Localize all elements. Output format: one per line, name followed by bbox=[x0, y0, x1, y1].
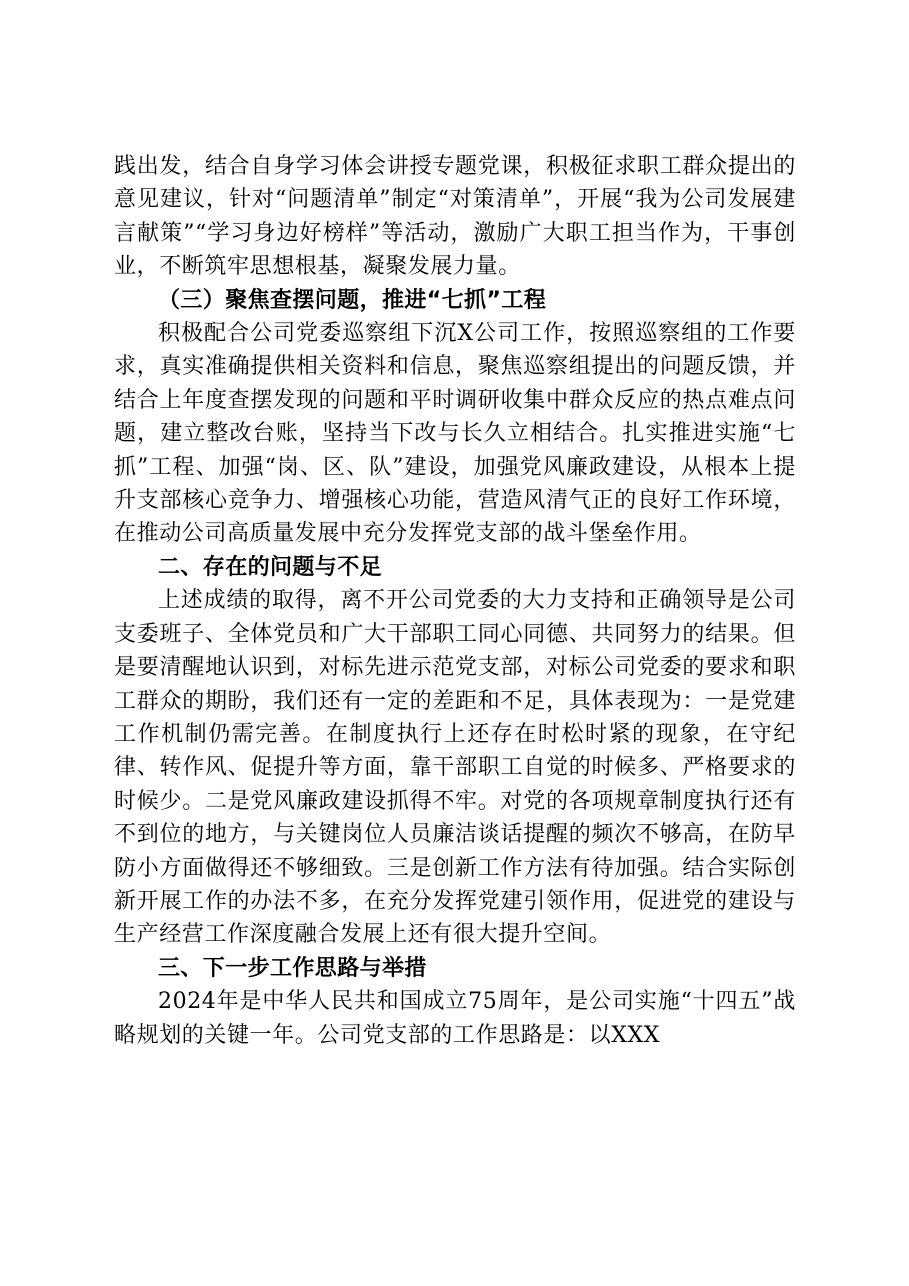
subheading-focus-problems: （三）聚焦查摆问题，推进“七抓”工程 bbox=[158, 287, 547, 313]
document-body bbox=[114, 150, 796, 1052]
paragraph-continuation: 践出发，结合自身学习体会讲授专题党课，积极征求职工群众提出的意见建议，针对“问题清单”制定“对策清单”，开展“我为公司发展建言献策”“学习身边好榜样”等活动，激励广大职工担当作为，干事创业，不断筑牢思想根基，凝聚发展力量。 bbox=[114, 154, 796, 280]
paragraph-shortcomings: 上述成绩的取得，离不开公司党委的大力支持和正确领导是公司支委班子、全体党员和广大干部职工同心同德、共同努力的结果。但是要清醒地认识到，对标先进示范党支部，对标公司党委的要求和职工群众的期盼，我们还有一定的差距和不足，具体表现为：一是党建工作机制仍需完善。在制度执行上还存在时松时紧的现象，在守纪律、转作风、促提升等方面，靠干部职工自觉的时候多、严格要求的时候少。二是党风廉政建设抓得不牢。对党的各项规章制度执行还有不到位的地方，与关键岗位人员廉洁谈话提醒的频次不够高，在防早防小方面做得还不够细致。三是创新工作方法有待加强。结合实际创新开展工作的办法不多，在充分发挥党建引领作用，促进党的建设与生产经营工作深度融合发展上还有很大提升空间。 bbox=[114, 588, 796, 948]
paragraph-2024-plan: 2024年是中华人民共和国成立75周年，是公司实施“十四五”战略规划的关键一年。公司党支部的工作思路是：以XXX bbox=[114, 989, 796, 1048]
heading-next-steps: 三、下一步工作思路与举措 bbox=[158, 955, 427, 981]
heading-problems-shortcomings: 二、存在的问题与不足 bbox=[158, 554, 383, 580]
paragraph-inspection-cooperation: 积极配合公司党委巡察组下沉X公司工作，按照巡察组的工作要求，真实准确提供相关资料和信息，聚焦巡察组提出的问题反馈，并结合上年度查摆发现的问题和平时调研收集中群众反应的热点难点问题，建立整改台账，坚持当下改与长久立相结合。扎实推进实施“七抓”工程、加强“岗、区、队”建设，加强党风廉政建设，从根本上提升支部核心竞争力、增强核心功能，营造风清气正的良好工作环境，在推动公司高质量发展中充分发挥党支部的战斗堡垒作用。 bbox=[114, 321, 796, 547]
